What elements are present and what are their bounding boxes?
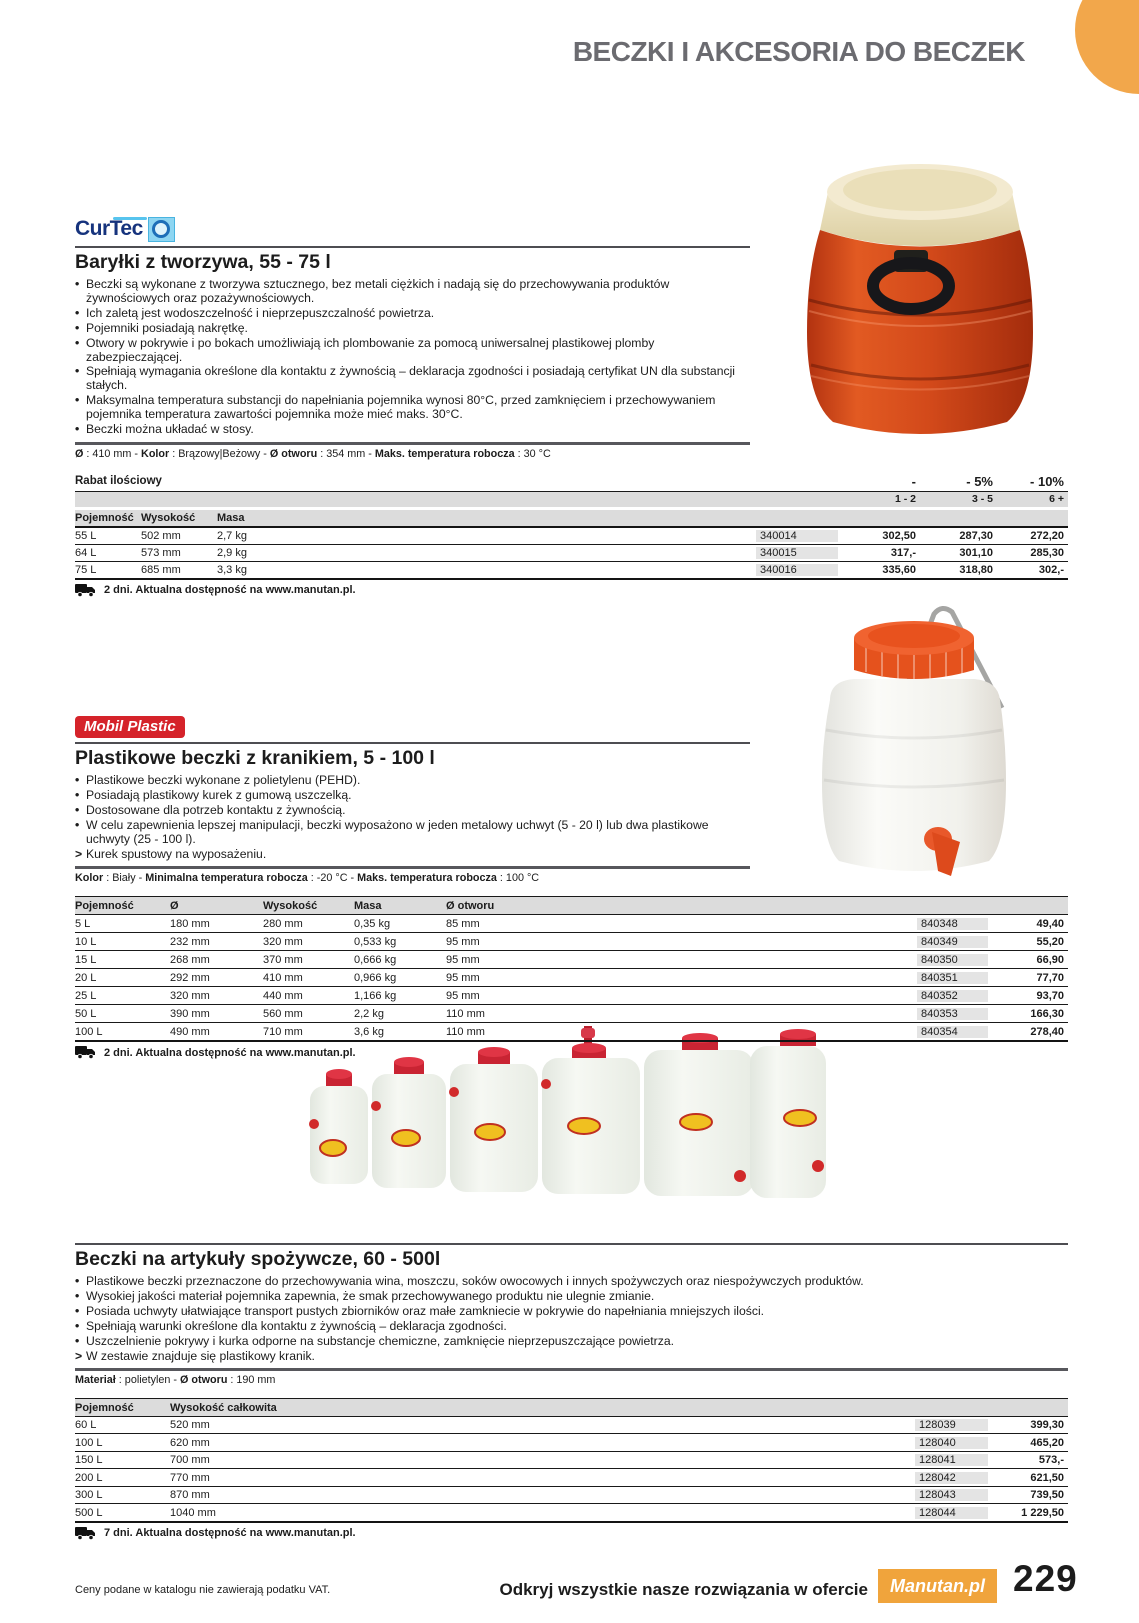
capacity-cell: 500 L bbox=[75, 1506, 103, 1519]
feature-item: > Kurek spustowy na wyposażeniu. bbox=[75, 846, 267, 861]
price: 93,70 bbox=[1036, 989, 1064, 1002]
price-table bbox=[75, 896, 1068, 1042]
diameter-cell: 292 mm bbox=[170, 971, 210, 984]
bullet-icon: • bbox=[75, 802, 80, 817]
diameter-cell: 232 mm bbox=[170, 935, 210, 948]
table-row bbox=[75, 545, 1068, 562]
mass-cell: 0,35 kg bbox=[354, 917, 391, 930]
quantity-range: 3 - 5 bbox=[971, 493, 993, 506]
availability-text: 2 dni. Aktualna dostępność na www.manutan.pl. bbox=[104, 1046, 356, 1059]
opening-cell: 95 mm bbox=[446, 971, 480, 984]
product-code: 128039 bbox=[915, 1419, 988, 1431]
table-row bbox=[75, 1434, 1068, 1452]
bullet-item: • Plastikowe beczki przeznaczone do przechowywania wina, moszczu, soków owocowych i innych spożywczych oraz niespożywczych produktów. bbox=[75, 1274, 864, 1288]
mass-cell: 3,3 kg bbox=[217, 563, 247, 576]
product-code: 840354 bbox=[917, 1026, 988, 1038]
mass-cell: 2,7 kg bbox=[217, 529, 247, 542]
height-cell: 320 mm bbox=[263, 935, 303, 948]
column-header: Pojemność bbox=[75, 899, 134, 912]
bullet-item: • Uszczelnienie pokrywy i kurka odporne na substancje chemiczne, zamknięcie nieprzepuszczające powietrza. bbox=[75, 1333, 674, 1348]
mass-cell: 0,533 kg bbox=[354, 935, 397, 948]
capacity-cell: 100 L bbox=[75, 1436, 103, 1449]
bullet-icon: • bbox=[75, 817, 80, 832]
table-row bbox=[75, 951, 1068, 969]
price: 465,20 bbox=[1030, 1436, 1064, 1449]
bullet-icon: • bbox=[75, 1274, 80, 1288]
table-row bbox=[75, 562, 1068, 580]
table-row bbox=[75, 969, 1068, 987]
divider bbox=[75, 742, 750, 744]
price: 77,70 bbox=[1036, 971, 1064, 984]
bullet-item: • Pojemniki posiadają nakrętkę. bbox=[75, 320, 248, 335]
bullet-item: • W celu zapewnienia lepszej manipulacji, beczki wyposażono w jeden metalowy uchwyt (5 - 20 l) lub dwa plastikowe uchwyty (25 - 100 l). bbox=[75, 817, 709, 846]
table-row bbox=[75, 1504, 1068, 1523]
bullet-icon: • bbox=[75, 335, 80, 350]
table-row bbox=[75, 915, 1068, 933]
vat-note: Ceny podane w katalogu nie zawierają podatku VAT. bbox=[75, 1584, 331, 1596]
table-row bbox=[75, 1487, 1068, 1505]
barrel-2 bbox=[371, 1057, 446, 1188]
column-header: Wysokość bbox=[141, 511, 196, 524]
section-title: Beczki na artykuły spożywcze, 60 - 500l bbox=[75, 1248, 441, 1270]
mobil-plastic-logo: Mobil Plastic bbox=[75, 716, 185, 738]
table-row bbox=[75, 1452, 1068, 1470]
height-cell: 685 mm bbox=[141, 563, 181, 576]
opening-cell: 110 mm bbox=[446, 1007, 485, 1020]
price: 335,60 bbox=[882, 563, 916, 576]
feature-item: > W zestawie znajduje się plastikowy kranik. bbox=[75, 1348, 315, 1363]
product-code: 128042 bbox=[915, 1472, 988, 1484]
arrow-icon: > bbox=[75, 1348, 83, 1363]
section-beczki-spozywcze bbox=[75, 1243, 1068, 1540]
product-code: 840353 bbox=[917, 1008, 988, 1020]
section-barylki-z-tworzywa bbox=[75, 214, 1068, 597]
divider bbox=[75, 246, 750, 248]
table-body bbox=[75, 1417, 1068, 1523]
capacity-cell: 300 L bbox=[75, 1489, 103, 1502]
capacity-cell: 75 L bbox=[75, 563, 97, 576]
bullet-icon: • bbox=[75, 1303, 80, 1318]
product-code: 840351 bbox=[917, 972, 988, 984]
price: 302,50 bbox=[882, 529, 916, 542]
section-title: Baryłki z tworzywa, 55 - 75 l bbox=[75, 251, 331, 273]
product-code: 840352 bbox=[917, 990, 988, 1002]
page-header-title: BECZKI I AKCESORIA DO BECZEK bbox=[572, 36, 1025, 67]
product-code: 840348 bbox=[917, 918, 988, 930]
spec-segment: Ø otworu : 190 mm bbox=[180, 1374, 276, 1387]
price: 573,- bbox=[1038, 1454, 1064, 1467]
mass-cell: 0,966 kg bbox=[354, 971, 397, 984]
capacity-cell: 64 L bbox=[75, 546, 97, 559]
product-code: 340016 bbox=[756, 564, 838, 576]
height-cell: 502 mm bbox=[141, 529, 181, 542]
capacity-cell: 20 L bbox=[75, 971, 97, 984]
total-height-cell: 870 mm bbox=[170, 1489, 210, 1502]
arrow-icon: > bbox=[75, 846, 83, 861]
spec-line bbox=[75, 872, 1068, 884]
diameter-cell: 390 mm bbox=[170, 1007, 210, 1020]
price: 55,20 bbox=[1036, 935, 1064, 948]
bullet-item: • Spełniają warunki określone dla kontaktu z żywnością – deklaracja zgodności. bbox=[75, 1318, 507, 1333]
height-cell: 440 mm bbox=[263, 989, 303, 1002]
quantity-range-row bbox=[75, 492, 1068, 507]
truck-icon bbox=[75, 1046, 97, 1059]
product-code: 340015 bbox=[756, 547, 838, 559]
curtec-icon bbox=[148, 217, 175, 242]
price: 302,- bbox=[1038, 563, 1064, 576]
price: 287,30 bbox=[959, 529, 993, 542]
opening-cell: 95 mm bbox=[446, 935, 480, 948]
column-header: Ø bbox=[170, 899, 179, 912]
quantity-discount-row bbox=[75, 472, 1068, 492]
price: 49,40 bbox=[1036, 917, 1064, 930]
table-row bbox=[75, 528, 1068, 545]
bullet-icon: • bbox=[75, 320, 80, 335]
price: 301,10 bbox=[959, 546, 993, 559]
mass-cell: 0,666 kg bbox=[354, 953, 397, 966]
column-header: Masa bbox=[354, 899, 382, 912]
bullet-icon: • bbox=[75, 305, 80, 320]
mass-cell: 2,2 kg bbox=[354, 1007, 384, 1020]
column-header: Masa bbox=[217, 511, 245, 524]
discount-tier: - 10% bbox=[1030, 473, 1064, 489]
spec-segment: Maks. temperatura robocza : 100 °C bbox=[357, 872, 540, 885]
spec-segment: Kolor : Biały - bbox=[75, 872, 146, 885]
height-cell: 370 mm bbox=[263, 953, 303, 966]
bullet-item: • Posiada uchwyty ułatwiające transport pustych zbiorników oraz małe zamkniecie w pokrywie do napełniania mniejszych ilości. bbox=[75, 1303, 765, 1318]
curtec-brand-name: CurTec bbox=[75, 217, 143, 240]
availability-note bbox=[75, 1527, 1068, 1540]
diameter-cell: 180 mm bbox=[170, 917, 210, 930]
quantity-range: 1 - 2 bbox=[894, 493, 916, 506]
barrel-1 bbox=[309, 1069, 368, 1184]
truck-icon bbox=[75, 1527, 97, 1540]
table-header-row bbox=[75, 896, 1068, 915]
price-table bbox=[75, 1398, 1068, 1523]
divider bbox=[75, 866, 750, 869]
table-row bbox=[75, 1469, 1068, 1487]
capacity-cell: 200 L bbox=[75, 1471, 103, 1484]
bullet-item: • Otwory w pokrywie i po bokach umożliwiają ich plombowanie za pomocą uniwersalnej plastikowej plomby zabezpieczającej. bbox=[75, 335, 655, 364]
table-body bbox=[75, 915, 1068, 1042]
table-header-row bbox=[75, 1398, 1068, 1417]
height-cell: 410 mm bbox=[263, 971, 303, 984]
discount-label: Rabat ilościowy bbox=[75, 475, 162, 488]
capacity-cell: 15 L bbox=[75, 953, 97, 966]
bullet-icon: • bbox=[75, 773, 80, 787]
section-title: Plastikowe beczki z kranikiem, 5 - 100 l bbox=[75, 747, 435, 769]
height-cell: 573 mm bbox=[141, 546, 181, 559]
column-header: Ø otworu bbox=[446, 899, 495, 912]
total-height-cell: 700 mm bbox=[170, 1454, 210, 1467]
diameter-cell: 268 mm bbox=[170, 953, 210, 966]
bullet-icon: • bbox=[75, 1288, 80, 1303]
availability-note bbox=[75, 584, 1068, 597]
column-header: Pojemność bbox=[75, 1401, 134, 1414]
bullet-icon: • bbox=[75, 422, 80, 437]
bullet-list bbox=[75, 278, 747, 437]
bullet-list bbox=[75, 1275, 1055, 1349]
height-cell: 560 mm bbox=[263, 1007, 303, 1020]
bullet-icon: • bbox=[75, 277, 80, 291]
price-table bbox=[75, 472, 1068, 580]
footer-cta-text: Odkryj wszystkie nasze rozwiązania w ofercie bbox=[499, 1580, 868, 1599]
price: 621,50 bbox=[1030, 1471, 1064, 1484]
bullet-icon: • bbox=[75, 364, 80, 379]
feature-list bbox=[75, 848, 747, 862]
opening-cell: 85 mm bbox=[446, 917, 480, 930]
capacity-cell: 60 L bbox=[75, 1419, 97, 1432]
capacity-cell: 5 L bbox=[75, 917, 91, 930]
truck-icon bbox=[75, 584, 97, 597]
total-height-cell: 1040 mm bbox=[170, 1506, 216, 1519]
height-cell: 280 mm bbox=[263, 917, 303, 930]
bullet-icon: • bbox=[75, 787, 80, 802]
spec-segment: Ø : 410 mm - bbox=[75, 447, 142, 460]
product-code: 128043 bbox=[915, 1489, 988, 1501]
capacity-cell: 100 L bbox=[75, 1025, 103, 1038]
capacity-cell: 25 L bbox=[75, 989, 97, 1002]
bullet-icon: • bbox=[75, 393, 80, 408]
price: 739,50 bbox=[1030, 1489, 1064, 1502]
price: 66,90 bbox=[1036, 953, 1064, 966]
bullet-item: • Beczki są wykonane z tworzywa sztucznego, bez metali ciężkich i nadają się do przechowywania produktów żywnościowych oraz pozażywnościowych. bbox=[75, 277, 670, 305]
column-header: Pojemność bbox=[75, 511, 134, 524]
price: 285,30 bbox=[1030, 546, 1064, 559]
bullet-item: • Maksymalna temperatura substancji do napełniania pojemnika wynosi 80°C, przed zamknięciem i przechowywaniem pojemnika temperatura zawartości pojemnika może mieć maks. 30°C. bbox=[75, 393, 716, 422]
spec-segment: Materiał : polietylen - bbox=[75, 1374, 181, 1387]
section-beczki-z-kranikiem bbox=[75, 716, 1068, 1059]
bullet-item: • Plastikowe beczki wykonane z polietylenu (PEHD). bbox=[75, 773, 361, 787]
total-height-cell: 520 mm bbox=[170, 1419, 210, 1432]
column-header: Wysokość bbox=[263, 899, 318, 912]
availability-text: 7 dni. Aktualna dostępność na www.manutan.pl. bbox=[104, 1527, 356, 1540]
bullet-item: • Wysokiej jakości materiał pojemnika zapewnia, że smak przechowywanego produktu nie ulegnie zmianie. bbox=[75, 1288, 655, 1303]
bullet-item: • Beczki można układać w stosy. bbox=[75, 422, 254, 437]
price: 278,40 bbox=[1030, 1025, 1064, 1038]
bullet-icon: • bbox=[75, 1318, 80, 1333]
diameter-cell: 320 mm bbox=[170, 989, 210, 1002]
product-code: 128044 bbox=[915, 1507, 988, 1519]
opening-cell: 95 mm bbox=[446, 989, 480, 1002]
price: 1 229,50 bbox=[1021, 1506, 1064, 1519]
spec-line bbox=[75, 448, 1068, 460]
capacity-cell: 55 L bbox=[75, 529, 97, 542]
manutan-logo: Manutan.pl bbox=[878, 1569, 997, 1603]
table-row bbox=[75, 987, 1068, 1005]
product-code: 340014 bbox=[756, 530, 838, 542]
mass-cell: 3,6 kg bbox=[354, 1025, 384, 1038]
bullet-list bbox=[75, 774, 747, 847]
capacity-cell: 150 L bbox=[75, 1454, 103, 1467]
divider bbox=[75, 1243, 1068, 1245]
product-code: 840350 bbox=[917, 954, 988, 966]
discount-tier: - 5% bbox=[966, 473, 993, 489]
capacity-cell: 50 L bbox=[75, 1007, 97, 1020]
availability-note bbox=[75, 1046, 1068, 1059]
corner-ornament-circle bbox=[1075, 0, 1139, 94]
table-body bbox=[75, 528, 1068, 580]
spec-segment: Maks. temperatura robocza : 30 °C bbox=[374, 447, 551, 460]
opening-cell: 95 mm bbox=[446, 953, 480, 966]
curtec-logo bbox=[75, 214, 1068, 244]
price: 317,- bbox=[890, 546, 916, 559]
capacity-cell: 10 L bbox=[75, 935, 97, 948]
divider bbox=[75, 1368, 1068, 1371]
price: 166,30 bbox=[1030, 1007, 1064, 1020]
table-header-row bbox=[75, 510, 1068, 528]
spec-segment: Kolor : Brązowy|Beżowy - bbox=[141, 447, 270, 460]
column-header: Wysokość całkowita bbox=[170, 1401, 277, 1414]
total-height-cell: 620 mm bbox=[170, 1436, 210, 1449]
mass-cell: 2,9 kg bbox=[217, 546, 247, 559]
feature-list bbox=[75, 1350, 1055, 1364]
bullet-icon: • bbox=[75, 1333, 80, 1348]
spec-line bbox=[75, 1374, 1068, 1386]
bullet-item: • Spełniają wymagania określone dla kontaktu z żywnością – deklaracja zgodności i posiadają certyfikat UN dla substancji stałych. bbox=[75, 364, 735, 393]
product-code: 128041 bbox=[915, 1454, 988, 1466]
bullet-item: • Dostosowane dla potrzeb kontaktu z żywnością. bbox=[75, 802, 346, 817]
spec-segment: Minimalna temperatura robocza : -20 °C - bbox=[145, 872, 358, 885]
divider bbox=[75, 442, 750, 445]
price: 272,20 bbox=[1030, 529, 1064, 542]
price: 399,30 bbox=[1030, 1419, 1064, 1432]
height-cell: 710 mm bbox=[263, 1025, 303, 1038]
barrel-3 bbox=[449, 1047, 538, 1192]
table-row bbox=[75, 1005, 1068, 1023]
discount-tier: - bbox=[911, 473, 916, 489]
page-number: 229 bbox=[1013, 1558, 1078, 1599]
table-row bbox=[75, 1023, 1068, 1042]
quantity-range: 6 + bbox=[1049, 493, 1064, 506]
spec-segment: Ø otworu : 354 mm - bbox=[269, 447, 375, 460]
availability-text: 2 dni. Aktualna dostępność na www.manutan.pl. bbox=[104, 584, 356, 597]
page-footer bbox=[0, 1558, 1139, 1623]
table-row bbox=[75, 933, 1068, 951]
table-row bbox=[75, 1417, 1068, 1435]
opening-cell: 110 mm bbox=[446, 1025, 485, 1038]
bullet-item: • Ich zaletą jest wodoszczelność i nieprzepuszczalność powietrza. bbox=[75, 305, 435, 320]
total-height-cell: 770 mm bbox=[170, 1471, 210, 1484]
product-code: 128040 bbox=[915, 1437, 988, 1449]
bullet-item: • Posiadają plastikowy kurek z gumową uszczelką. bbox=[75, 787, 352, 802]
diameter-cell: 490 mm bbox=[170, 1025, 210, 1038]
product-code: 840349 bbox=[917, 936, 988, 948]
price: 318,80 bbox=[959, 563, 993, 576]
mass-cell: 1,166 kg bbox=[354, 989, 397, 1002]
